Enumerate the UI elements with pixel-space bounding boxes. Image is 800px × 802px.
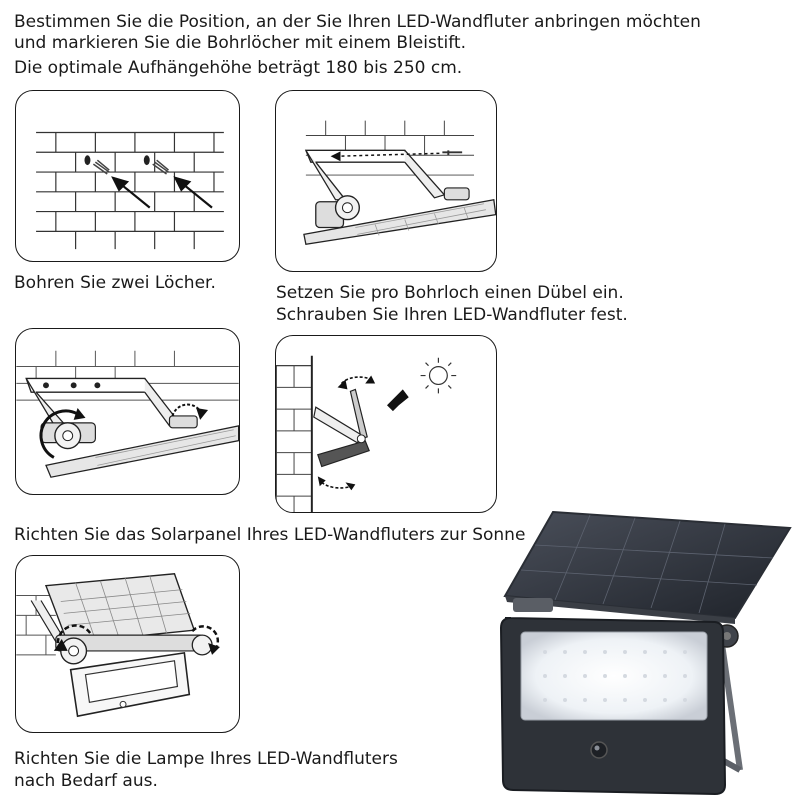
dowel-icon — [85, 155, 169, 174]
step-lamp-caption-1: Richten Sie die Lampe Ihres LED-Wandfluters — [14, 749, 398, 769]
product-photo — [495, 500, 795, 798]
intro-line-1: Bestimmen Sie die Position, an der Sie Ihren LED-Wandfluter anbringen möchten — [14, 12, 701, 32]
intro-line-3: Die optimale Aufhängehöhe beträgt 180 bis 250 cm. — [14, 58, 463, 78]
step-solar-hinge-illustration — [15, 328, 240, 495]
step-lamp-caption-2: nach Bedarf aus. — [14, 771, 158, 791]
step-dowel-illustration — [275, 90, 497, 272]
step-solar-caption: Richten Sie das Solarpanel Ihres LED-Wandfluters zur Sonne — [14, 525, 526, 545]
step-dowel-caption-2: Schrauben Sie Ihren LED-Wandfluter fest. — [276, 305, 628, 325]
step-drill-caption: Bohren Sie zwei Löcher. — [14, 273, 216, 293]
step-solar-tilt-illustration — [275, 335, 497, 513]
step-drill-illustration — [15, 90, 240, 262]
brick-wall-icon — [16, 91, 239, 261]
step-lamp-illustration — [15, 555, 240, 733]
intro-line-2: und markieren Sie die Bohrlöcher mit einem Bleistift. — [14, 33, 466, 53]
step-dowel-caption-1: Setzen Sie pro Bohrloch einen Dübel ein. — [276, 283, 624, 303]
sun-icon — [421, 358, 457, 394]
